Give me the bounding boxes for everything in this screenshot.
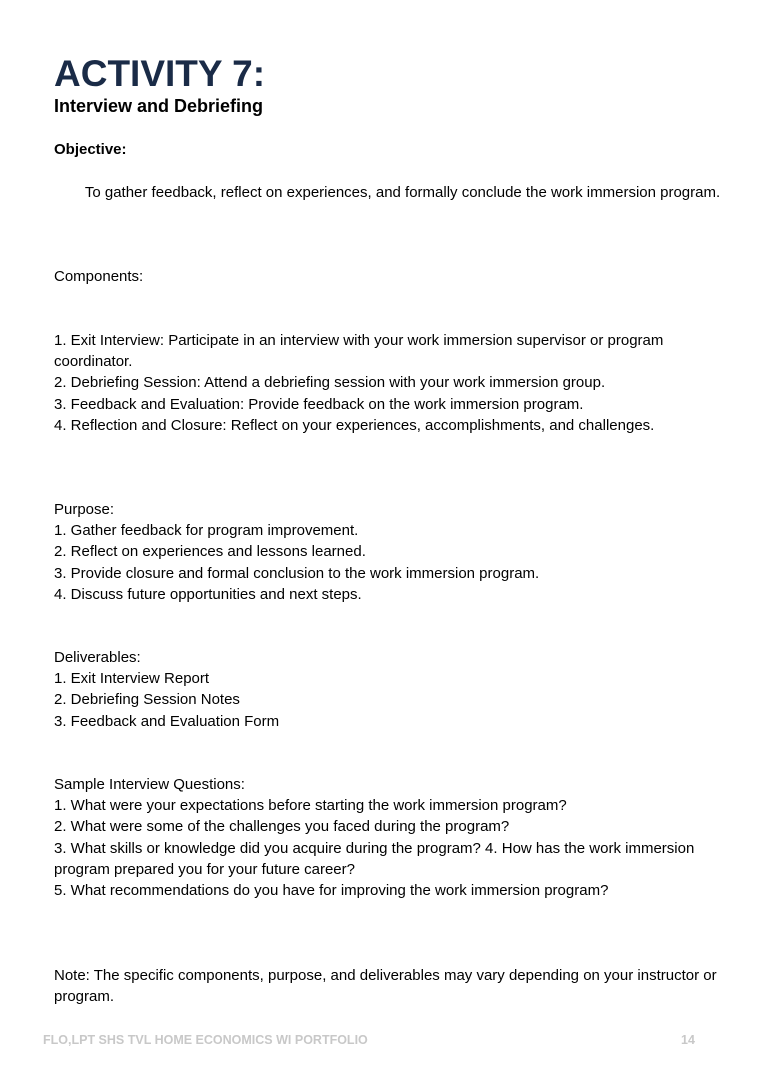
page-number: 14 bbox=[681, 1033, 695, 1047]
list-item: 3. Provide closure and formal conclusion to the work immersion program. bbox=[54, 564, 540, 582]
purpose-section bbox=[54, 499, 719, 605]
list-item: 2. Debriefing Session: Attend a debriefing session with your work immersion group. bbox=[54, 374, 606, 392]
components-label: Components: bbox=[54, 268, 144, 285]
activity-title: ACTIVITY 7: bbox=[54, 53, 266, 94]
activity-subtitle: Interview and Debriefing bbox=[54, 96, 264, 116]
questions-section bbox=[54, 774, 719, 901]
objective-text: To gather feedback, reflect on experiences, and formally conclude the work immersion program. bbox=[84, 184, 721, 201]
list-item: 2. Reflect on experiences and lessons learned. bbox=[54, 543, 366, 561]
list-item: 1. Exit Interview Report bbox=[54, 670, 210, 688]
list-item: 5. What recommendations do you have for improving the work immersion program? bbox=[54, 882, 609, 900]
list-item: 1. What were your expectations before starting the work immersion program? bbox=[54, 797, 567, 815]
footer-label: FLO,LPT SHS TVL HOME ECONOMICS WI PORTFOLIO bbox=[43, 1033, 368, 1047]
objective-label: Objective: bbox=[54, 141, 127, 158]
list-item: 4. Reflection and Closure: Reflect on your experiences, accomplishments, and challenges. bbox=[54, 416, 655, 434]
note-text: Note: The specific components, purpose, and deliverables may vary depending on your instructor or program. bbox=[54, 967, 717, 1006]
deliverables-section bbox=[54, 647, 719, 732]
components-list bbox=[54, 330, 719, 436]
list-item: 4. Discuss future opportunities and next steps. bbox=[54, 585, 362, 603]
list-item: 1. Exit Interview: Participate in an interview with your work immersion supervisor or program coordinator. bbox=[54, 332, 664, 371]
deliverables-label: Deliverables: bbox=[54, 649, 141, 666]
questions-label: Sample Interview Questions: bbox=[54, 776, 245, 793]
list-item: 3. Feedback and Evaluation: Provide feedback on the work immersion program. bbox=[54, 395, 584, 413]
purpose-label: Purpose: bbox=[54, 501, 115, 518]
list-item: 3. Feedback and Evaluation Form bbox=[54, 712, 280, 730]
list-item: 2. Debriefing Session Notes bbox=[54, 691, 240, 709]
list-item: 3. What skills or knowledge did you acquire during the program? 4. How has the work immersion program prepared you for your future career? bbox=[54, 839, 695, 878]
list-item: 2. What were some of the challenges you faced during the program? bbox=[54, 818, 510, 836]
list-item: 1. Gather feedback for program improvement. bbox=[54, 522, 359, 540]
